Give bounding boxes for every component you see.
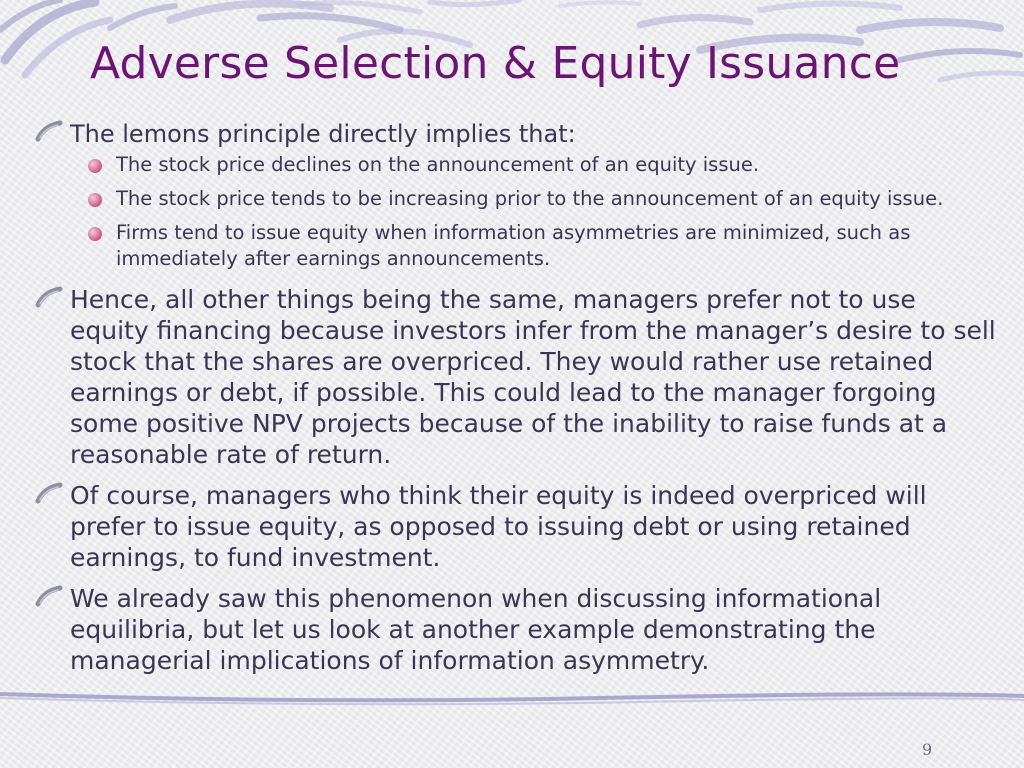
- sub-bullet-text: Firms tend to issue equity when information asymmetries are minimized, such as immediately after earnings announcements.: [116, 221, 911, 270]
- page-number: 9: [922, 740, 933, 759]
- decorative-bottom-stroke: [0, 684, 1024, 714]
- brush-stroke-bullet-icon: [34, 482, 64, 504]
- bullet-item: [0, 583, 1000, 676]
- sub-bullet-item: [0, 186, 946, 212]
- slide-title: Adverse Selection & Equity Issuance: [90, 38, 901, 89]
- sub-bullet-item: [0, 152, 946, 178]
- pink-ball-bullet-icon: [86, 191, 104, 209]
- pink-ball-bullet-icon: [86, 157, 104, 175]
- bullet-item: [0, 480, 1000, 573]
- pink-ball-bullet-icon: [86, 225, 104, 243]
- bullet-text: The lemons principle directly implies that:: [70, 120, 576, 148]
- bullet-item: [0, 118, 1000, 150]
- sub-bullet-item: [0, 220, 946, 272]
- sub-bullet-text: The stock price declines on the announcement of an equity issue.: [116, 153, 760, 176]
- bullet-text: We already saw this phenomenon when discussing informational equilibria, but let us look at another example demonstrating the managerial implications of information asymmetry.: [70, 584, 882, 675]
- brush-stroke-bullet-icon: [34, 286, 64, 308]
- bullet-item: [0, 284, 1000, 470]
- sub-bullet-list: [0, 152, 1000, 272]
- brush-stroke-bullet-icon: [34, 120, 64, 142]
- sub-bullet-text: The stock price tends to be increasing prior to the announcement of an equity issue.: [116, 187, 944, 210]
- slide-body: [0, 118, 1000, 686]
- bullet-text: Hence, all other things being the same, managers prefer not to use equity financing because investors infer from the manager’s desire to sell stock that the shares are overpriced. They would rather use retained earnings or debt, if possible. This could lead to the manager forgoing some positive NPV projects because of the inability to raise funds at a reasonable rate of return.: [70, 285, 996, 469]
- bullet-text: Of course, managers who think their equity is indeed overpriced will prefer to issue equity, as opposed to issuing debt or using retained earnings, to fund investment.: [70, 481, 927, 572]
- brush-stroke-bullet-icon: [34, 585, 64, 607]
